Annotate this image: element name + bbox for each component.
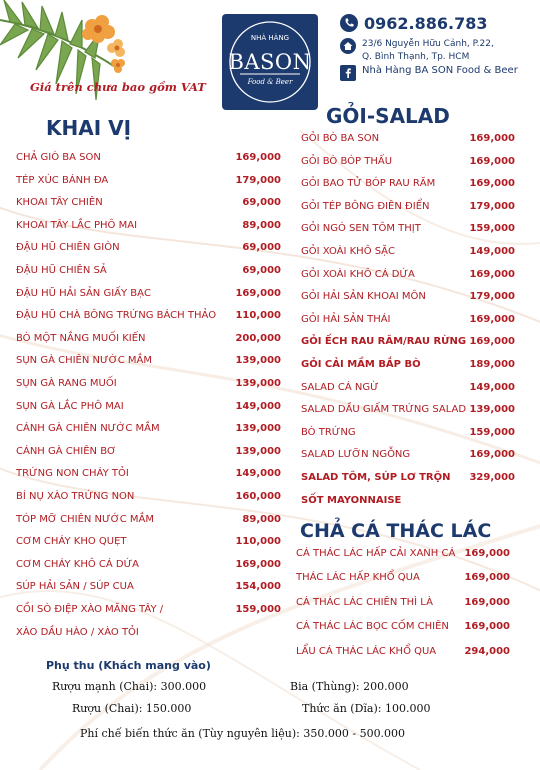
menu-item-name: TÓP MỠ CHIÊN NƯỚC MẮM <box>16 513 155 525</box>
logo-top-text: NHÀ HÀNG <box>250 34 290 42</box>
section-title-cha-ca: CHẢ CÁ THÁC LÁC <box>300 520 492 542</box>
menu-item-name: THÁC LÁC HẤP KHỔ QUA <box>296 572 420 584</box>
phone-icon <box>340 14 358 32</box>
menu-item-name: GỎI TÉP BÔNG ĐIÊN ĐIỂN <box>301 200 430 212</box>
menu-item-name: SALAD CÁ NGỪ <box>301 381 379 393</box>
menu-item-name: GỎI CẢI MẦM BẮP BÒ <box>301 359 421 370</box>
surcharge-liquor: Rượu mạnh (Chai): 300.000 <box>52 680 207 693</box>
menu-item-name: GỎI HẢI SẢN THÁI <box>301 313 391 325</box>
menu-item-price: 110,000 <box>235 536 281 548</box>
menu-item-price: 179,000 <box>235 174 281 186</box>
home-icon <box>340 38 356 54</box>
menu-item-price: 149,000 <box>469 246 515 257</box>
menu-item-name: ĐẬU HŨ CHIÊN GIÒN <box>16 242 120 254</box>
menu-item-price: 159,000 <box>469 223 515 235</box>
facebook-icon <box>340 65 356 81</box>
menu-item-price: 169,000 <box>464 572 510 584</box>
menu-item-price: 154,000 <box>235 581 281 593</box>
menu-item-name: BÍ NỤ XÀO TRỨNG NON <box>16 491 135 502</box>
logo-sub-text: Food & Beer <box>247 78 293 86</box>
menu-item-price: 149,000 <box>235 400 281 412</box>
menu-item-name: KHOAI TÂY LẮC PHÔ MAI <box>16 219 138 231</box>
menu-item-name: SỤN GÀ RANG MUỐI <box>16 378 117 389</box>
menu-item-name: SỐT MAYONNAISE <box>301 494 402 506</box>
vat-note: Giá trên chưa bao gồm VAT <box>30 80 206 94</box>
facebook-page-name[interactable]: Nhà Hàng BA SON Food & Beer <box>362 65 518 76</box>
menu-item-price: 200,000 <box>235 332 281 344</box>
menu-item-name: CHẢ GIÒ BA SON <box>16 152 101 163</box>
menu-item-name: CÁ THÁC LÁC HẤP CẢI XANH CÁ <box>296 548 456 559</box>
menu-item-name: TÉP XÚC BÁNH ĐA <box>16 174 109 186</box>
menu-item-price: 169,000 <box>235 558 281 570</box>
address-line-1: 23/6 Nguyễn Hữu Cảnh, P.22, <box>362 39 494 49</box>
menu-item-price: 169,000 <box>464 596 510 608</box>
menu-item-name: SALAD DẦU GIẤM TRỨNG SALAD <box>301 404 467 416</box>
menu-item-price: 169,000 <box>464 548 510 559</box>
surcharge-processing: Phí chế biến thức ăn (Tùy nguyên liệu): 350.000 - 500.000 <box>80 727 406 740</box>
surcharge-title: Phụ thu (Khách mang vào) <box>46 659 211 672</box>
menu-item-price: 110,000 <box>235 310 281 322</box>
menu-item-name: ĐẬU HŨ HẢI SẢN GIẤY BẠC <box>16 287 151 299</box>
menu-item-name: GỎI XOÀI KHÔ SẶC <box>301 246 395 257</box>
menu-item-name: CÁNH GÀ CHIÊN BƠ <box>16 445 117 457</box>
menu-item-price: 69,000 <box>242 265 281 276</box>
menu-item-price: 139,000 <box>235 355 281 367</box>
flower-decoration <box>78 12 128 58</box>
surcharge-food: Thức ăn (Dĩa): 100.000 <box>302 702 431 715</box>
flower-decoration <box>108 56 128 76</box>
menu-item-name: GỎI BÒ BÓP THẤU <box>301 155 393 167</box>
facebook-row <box>340 65 518 81</box>
menu-item-name: ĐẬU HŨ CHÀ BÔNG TRỨNG BÁCH THẢO <box>16 310 217 322</box>
surcharge-beer: Bia (Thùng): 200.000 <box>290 680 409 693</box>
menu-item-name: BÒ MỘT NẮNG MUỐI KIẾN <box>16 332 146 344</box>
menu-item-price: 139,000 <box>235 423 281 435</box>
menu-item-price: 169,000 <box>469 268 515 280</box>
phone-number[interactable]: 0962.886.783 <box>364 14 488 33</box>
menu-item-price: 139,000 <box>469 404 515 416</box>
menu-item-price: 329,000 <box>469 472 515 483</box>
menu-item-name: ĐẬU HŨ CHIÊN SẢ <box>16 265 107 276</box>
menu-item-name: SỤN GÀ CHIÊN NƯỚC MẮM <box>16 355 152 367</box>
menu-item-name: BÒ TRỨNG <box>301 426 356 438</box>
menu-item-name: GỎI BÒ BA SON <box>301 133 380 144</box>
menu-item-name: CƠM CHÁY KHÔ CÁ DỨA <box>16 558 140 570</box>
menu-item-name: XÀO DẦU HÀO / XÀO TỎI <box>16 626 139 638</box>
menu-item-price: 69,000 <box>242 242 281 254</box>
menu-item-name: CÁNH GÀ CHIÊN NƯỚC MẮM <box>16 423 160 435</box>
menu-item-price: 149,000 <box>469 381 515 393</box>
menu-item-name: KHOAI TÂY CHIÊN <box>16 197 103 209</box>
menu-item-name: GỎI ẾCH RAU RĂM/RAU RỪNG <box>301 336 467 348</box>
menu-item-price: 179,000 <box>469 291 515 303</box>
menu-item-name: CÁ THÁC LÁC CHIÊN THÌ LÀ <box>296 596 433 608</box>
menu-item-price: 169,000 <box>235 152 281 163</box>
menu-item-name: CƠM CHÁY KHO QUẸT <box>16 536 127 548</box>
menu-item-price: 169,000 <box>469 336 515 348</box>
menu-item-price: 159,000 <box>469 426 515 438</box>
menu-item-price: 139,000 <box>235 378 281 389</box>
menu-item-price: 169,000 <box>469 313 515 325</box>
menu-item-name: GỎI HẢI SẢN KHOAI MÔN <box>301 291 426 303</box>
menu-item-price: 179,000 <box>469 200 515 212</box>
surcharge-wine: Rượu (Chai): 150.000 <box>72 702 192 715</box>
menu-item-price: 159,000 <box>235 604 281 615</box>
menu-item-price: 169,000 <box>469 133 515 144</box>
phone-row <box>340 14 487 33</box>
menu-item-name: LẨU CÁ THÁC LÁC KHỔ QUA <box>296 645 437 657</box>
menu-item-price: 89,000 <box>242 219 281 231</box>
menu-item-price: 160,000 <box>235 491 281 502</box>
menu-item-name: TRỨNG NON CHÁY TỎI <box>16 468 129 480</box>
menu-item-price: 169,000 <box>464 621 510 633</box>
menu-item-name: SỤN GÀ LẮC PHÔ MAI <box>16 400 124 412</box>
menu-item-name: GỎI XOÀI KHÔ CÁ DỨA <box>301 268 415 280</box>
menu-item-price: 169,000 <box>469 449 515 461</box>
menu-item-price: 169,000 <box>235 287 281 299</box>
menu-item-price: 294,000 <box>464 645 510 657</box>
address-line-2: Q. Bình Thạnh, Tp. HCM <box>362 52 470 62</box>
menu-item-name: GỎI BAO TỬ BÓP RAU RĂM <box>301 178 436 190</box>
menu-item-price: 189,000 <box>469 359 515 370</box>
menu-item-name: SALAD LƯỠN NGỖNG <box>301 449 411 461</box>
address-row <box>340 38 494 64</box>
section-title-goi-salad: GỎI-SALAD <box>326 104 450 128</box>
menu-item-price: 139,000 <box>235 445 281 457</box>
menu-item-price: 169,000 <box>469 178 515 190</box>
restaurant-logo <box>222 14 318 110</box>
section-title-khai-vi: KHAI VỊ <box>46 116 132 140</box>
menu-item-price: 69,000 <box>242 197 281 209</box>
menu-item-price: 169,000 <box>469 155 515 167</box>
menu-item-name: GỎI NGÓ SEN TÔM THỊT <box>301 223 421 235</box>
logo-main-text: BASON <box>228 50 312 74</box>
menu-item-name: CÁ THÁC LÁC BỌC CỐM CHIÊN <box>296 621 449 633</box>
menu-item-price: 89,000 <box>242 513 281 525</box>
menu-item-price: 149,000 <box>235 468 281 480</box>
menu-item-name: SALAD TÔM, SÚP LƠ TRỘN <box>301 472 451 483</box>
menu-item-name: CỒI SÒ ĐIỆP XÀO MĂNG TÂY / <box>16 604 164 615</box>
menu-item-name: SÚP HẢI SẢN / SÚP CUA <box>16 581 134 593</box>
